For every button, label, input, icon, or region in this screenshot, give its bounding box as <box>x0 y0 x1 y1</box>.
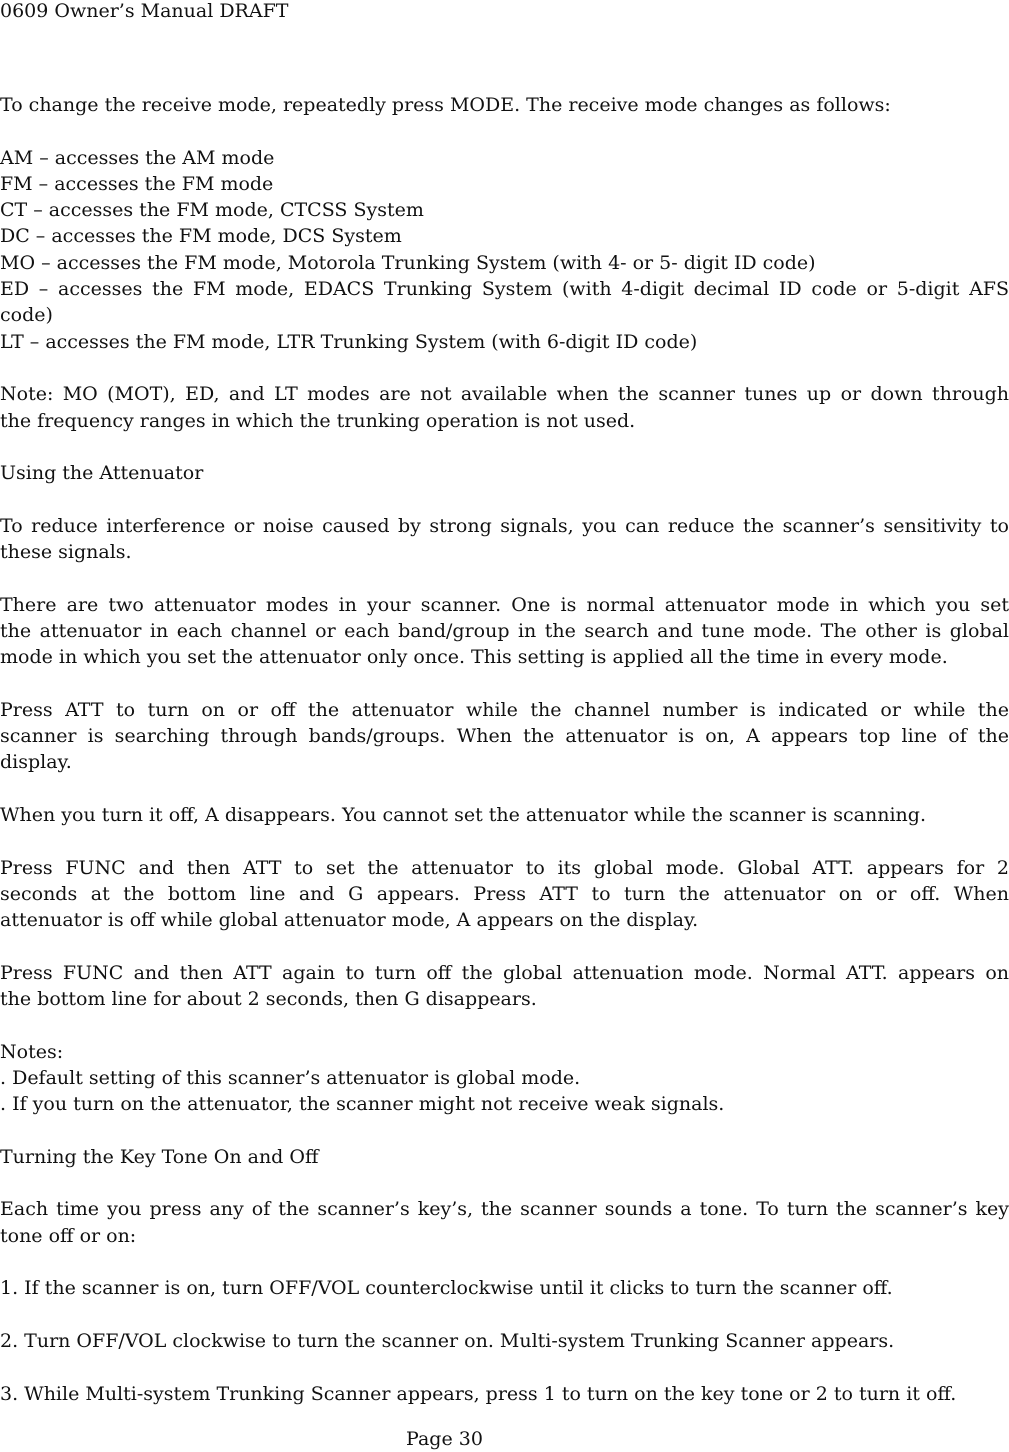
note-item: . If you turn on the attenuator, the scanner might not receive weak signals. <box>0 1093 725 1116</box>
paragraph-line: mode in which you set the attenuator only once. This setting is applied all the time in every mode. <box>0 646 948 669</box>
paragraph-line: To reduce interference or noise caused by strong signals, you can reduce the scanner’s sensitivity to <box>0 514 1009 537</box>
paragraph-line: display. <box>0 751 72 774</box>
list-item: DC – accesses the FM mode, DCS System <box>0 225 402 248</box>
note-item: . Default setting of this scanner’s attenuator is global mode. <box>0 1066 581 1089</box>
paragraph-line: Press ATT to turn on or off the attenuator while the channel number is indicated or while the <box>0 698 1009 721</box>
list-item: ED – accesses the FM mode, EDACS Trunking System (with 4-digit decimal ID code or 5-digit AFS <box>0 278 1009 301</box>
list-item: FM – accesses the FM mode <box>0 172 274 195</box>
paragraph-line: the bottom line for about 2 seconds, then G disappears. <box>0 988 537 1011</box>
paragraph-line: Press FUNC and then ATT again to turn off the global attenuation mode. Normal ATT. appears on <box>0 961 1009 984</box>
section-heading-key-tone: Turning the Key Tone On and Off <box>0 1145 319 1168</box>
page-footer <box>0 1428 1009 1450</box>
mode-note-line: Note: MO (MOT), ED, and LT modes are not available when the scanner tunes up or down through <box>0 383 1009 406</box>
document-title: 0609 Owner’s Manual DRAFT <box>0 0 289 22</box>
list-item: MO – accesses the FM mode, Motorola Trunking System (with 4- or 5- digit ID code) <box>0 251 816 274</box>
mode-note-line: the frequency ranges in which the trunking operation is not used. <box>0 409 636 432</box>
paragraph-line: the attenuator in each channel or each band/group in the search and tune mode. The other is global <box>0 619 1009 642</box>
notes-heading: Notes: <box>0 1040 64 1063</box>
step-2: 2. Turn OFF/VOL clockwise to turn the scanner on. Multi-system Trunking Scanner appears. <box>0 1329 895 1352</box>
mode-intro: To change the receive mode, repeatedly press MODE. The receive mode changes as follows: <box>0 94 891 116</box>
paragraph-line: Press FUNC and then ATT to set the attenuator to its global mode. Global ATT. appears for 2 <box>0 856 1009 879</box>
list-item: AM – accesses the AM mode <box>0 146 275 169</box>
paragraph-line: When you turn it off, A disappears. You cannot set the attenuator while the scanner is scanning. <box>0 804 926 827</box>
paragraph-line: Each time you press any of the scanner’s key’s, the scanner sounds a tone. To turn the scanner’s key <box>0 1198 1009 1221</box>
paragraph-line: tone off or on: <box>0 1224 137 1247</box>
paragraph-line: scanner is searching through bands/groups. When the attenuator is on, A appears top line of the <box>0 725 1009 748</box>
step-1: 1. If the scanner is on, turn OFF/VOL counterclockwise until it clicks to turn the scanner off. <box>0 1277 893 1300</box>
list-item: LT – accesses the FM mode, LTR Trunking System (with 6-digit ID code) <box>0 330 698 353</box>
mode-list <box>0 145 1009 355</box>
paragraph-line: these signals. <box>0 541 132 564</box>
step-3: 3. While Multi-system Trunking Scanner appears, press 1 to turn on the key tone or 2 to turn it off. <box>0 1382 957 1405</box>
paragraph-line: seconds at the bottom line and G appears. Press ATT to turn the attenuator on or off. When <box>0 882 1009 905</box>
paragraph-line: attenuator is off while global attenuator mode, A appears on the display. <box>0 909 699 932</box>
section-heading-attenuator: Using the Attenuator <box>0 462 204 485</box>
list-item: CT – accesses the FM mode, CTCSS System <box>0 199 424 222</box>
page-header <box>0 0 288 22</box>
page-body <box>0 92 1009 1407</box>
list-item: code) <box>0 304 53 327</box>
page-number: Page 30 <box>406 1428 483 1450</box>
paragraph-line: There are two attenuator modes in your scanner. One is normal attenuator mode in which you set <box>0 593 1009 616</box>
